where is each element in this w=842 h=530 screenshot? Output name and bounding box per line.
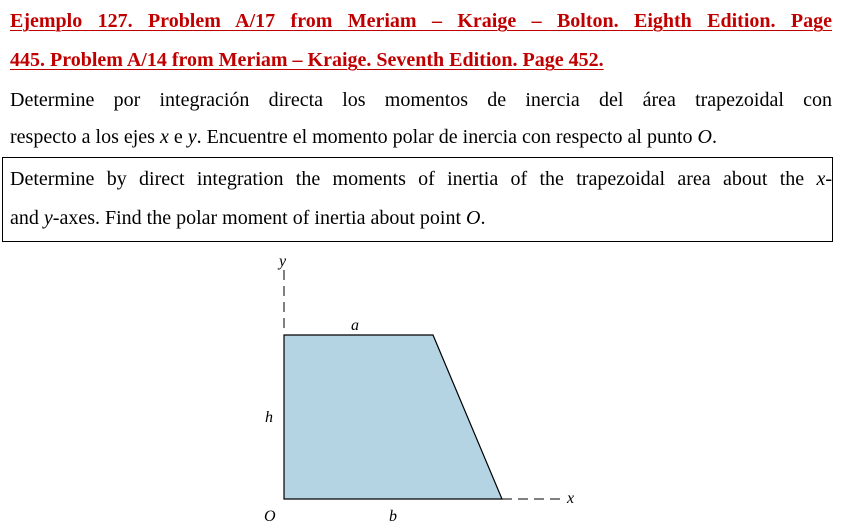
origin-label: O (264, 508, 276, 525)
spanish-var-x: x (159, 126, 169, 148)
top-width-label: a (351, 317, 359, 334)
english-statement-line-2: and y-axes. Find the polar moment of inertia about point O. (10, 207, 486, 229)
height-label: h (265, 409, 273, 426)
spanish-statement-line-2: respecto a los ejes x e y. Encuentre el momento polar de inercia con respecto al punto O. (10, 126, 717, 148)
spanish-statement-line-1: Determine por integración directa los momentos de inercia del área trapezoidal con (10, 89, 832, 111)
base-width-label: b (389, 508, 397, 525)
english-var-x: x (816, 168, 826, 190)
heading-line-1: Ejemplo 127. Problem A/17 from Meriam – Kraige – Bolton. Eighth Edition. Page (10, 10, 832, 32)
spanish-var-y: y (187, 126, 197, 148)
spanish-var-O: O (697, 126, 712, 148)
english-var-O: O (466, 207, 481, 229)
y-axis-label: y (279, 253, 287, 270)
x-axis-label: x (567, 490, 575, 507)
trapezoid-area (284, 335, 502, 499)
english-var-y: y (43, 207, 53, 229)
heading-line-2: 445. Problem A/14 from Meriam – Kraige. Seventh Edition. Page 452. (10, 49, 604, 71)
english-statement-line-1: Determine by direct integration the moments of inertia of the trapezoidal area about the x- (10, 168, 832, 190)
